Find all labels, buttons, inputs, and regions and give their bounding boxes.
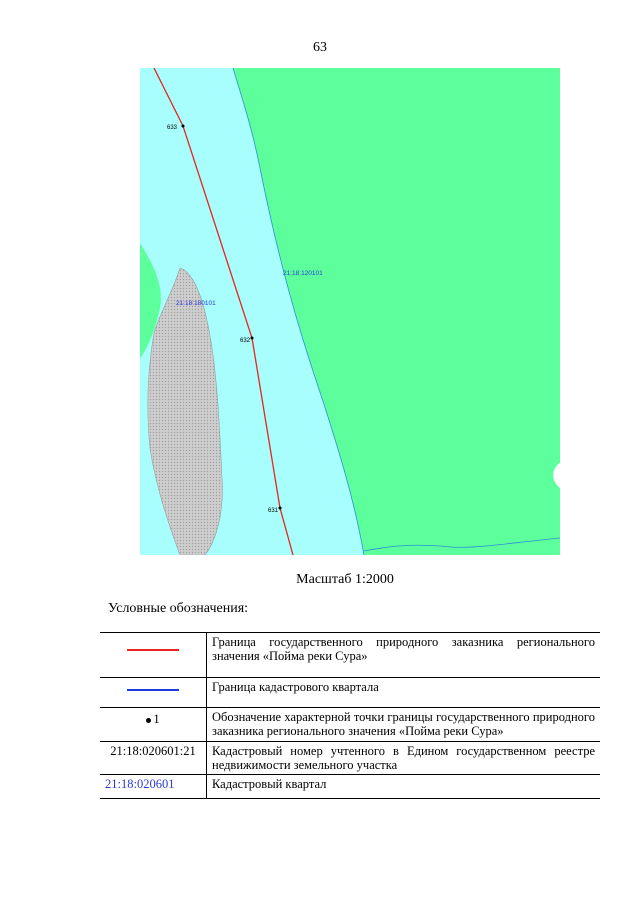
boundary-point-label: 632: [240, 338, 251, 344]
legend-description: Граница кадастрового квартала: [212, 680, 379, 694]
legend-row: [100, 708, 600, 742]
scale-label: Масштаб 1:2000: [296, 572, 394, 587]
point-symbol-text: 1: [153, 712, 160, 726]
legend-symbol: [100, 633, 207, 678]
legend-symbol: 21:18:020601:21: [100, 742, 207, 775]
legend-table: [100, 632, 600, 799]
legend-title: Условные обозначения:: [108, 601, 249, 616]
legend-description: Кадастровый квартал: [212, 777, 327, 791]
legend-row: [100, 775, 600, 799]
legend-symbol: [100, 678, 207, 708]
legend-description: Кадастровый номер учтенного в Едином государственном реестре недвижимости земельного участка: [212, 744, 595, 772]
map: [140, 68, 560, 555]
boundary-point-label: 633: [167, 125, 178, 131]
legend-row: [100, 633, 600, 678]
legend-row: [100, 742, 600, 775]
legend-description: Обозначение характерной точки границы государственного природного заказника регионального значения «Пойма реки Сура»: [212, 710, 595, 738]
red-line-symbol: [127, 649, 179, 651]
legend-row: [100, 678, 600, 708]
boundary-point-633: [182, 125, 185, 128]
boundary-point-label: 631: [268, 508, 279, 514]
boundary-point-632: [251, 337, 254, 340]
page-number: 63: [313, 40, 327, 55]
legend-symbol: [100, 708, 207, 742]
map-canvas: [140, 68, 560, 555]
quarter-label: 21:18:120101: [283, 270, 323, 277]
quarter-label: 21:18:180101: [176, 300, 216, 307]
point-symbol-icon: [146, 718, 151, 723]
blue-line-symbol: [127, 689, 179, 691]
legend-description: Граница государственного природного заказника регионального значения «Пойма реки Сура»: [212, 635, 595, 663]
legend-symbol: 21:18:020601: [100, 775, 207, 799]
boundary-point-631: [279, 507, 282, 510]
